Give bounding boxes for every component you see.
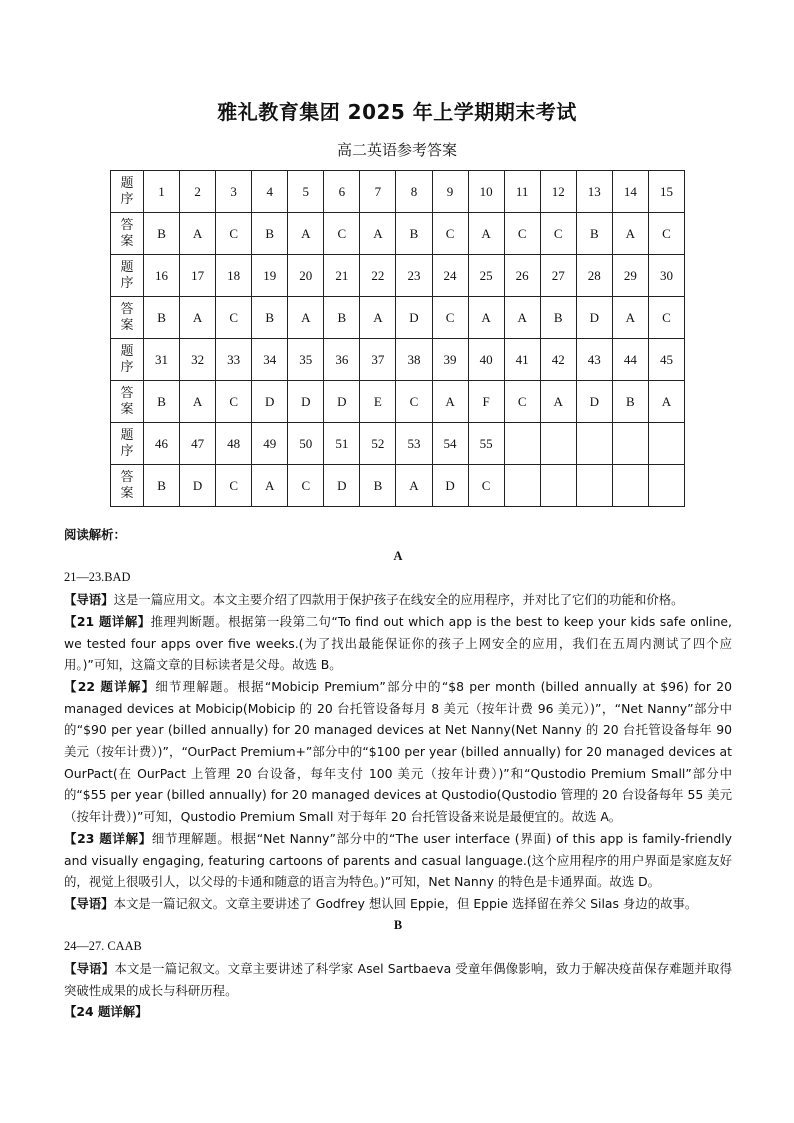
question-number-cell: 20 (288, 255, 324, 297)
page-title: 雅礼教育集团 2025 年上学期期末考试 (217, 100, 577, 124)
section-b-answers: 24—27. CAAB (64, 939, 142, 954)
question-row-label: 题 序 (111, 255, 144, 297)
question-number-row (111, 171, 685, 213)
question-number-cell: 29 (612, 255, 648, 297)
question-number-cell: 40 (468, 339, 504, 381)
answer-letter-cell: A (468, 297, 504, 339)
answer-letter-cell: D (432, 465, 468, 507)
question-number-cell: 37 (360, 339, 396, 381)
question-number-cell: 27 (540, 255, 576, 297)
question-number-cell: 28 (576, 255, 612, 297)
answer-letter-cell: A (180, 213, 216, 255)
question-number-cell: 41 (504, 339, 540, 381)
answer-letter-cell: C (504, 213, 540, 255)
question-number-cell: 7 (360, 171, 396, 213)
answer-letter-cell: C (324, 213, 360, 255)
q23-tag: 【23 题详解】 (64, 830, 152, 846)
question-number-cell: 53 (396, 423, 432, 465)
question-number-cell: 2 (180, 171, 216, 213)
answer-letter-cell: B (144, 465, 180, 507)
question-number-cell: 32 (180, 339, 216, 381)
q22-text: 细节理解题。根据“Mobicip Premium”部分中的“$8 per month (billed annually at $96) for 20 managed devices at Mobicip(Mobicip 的 20 台托管设备每月 8 美元（按年计费 96 美元）)”，“Net Nanny”部分中的“$90 per year (billed annually) for 20 managed devices at Net Nanny(Net Nanny 的 20 台托管设备每年 90 美元（按年计费）)”，“OurPact Premium+”部分中的“$100 per year (billed annually) for 20 managed devices at OurPact(在 OurPact 上管理 20 台设备，每年支付 100 美元（按年计费）)”和“Qustodio Premium Small”部分中的“$55 per year (billed annually) for 20 managed devices at Qustodio(Qustodio 管理的 20 台设备每年 55 美元（按年计费）)”可知，Qustodio Premium Small 对于每年 20 台托管设备来说是最便宜的。故选 A。 (64, 678, 732, 825)
question-number-cell: 47 (180, 423, 216, 465)
question-number-cell: 11 (504, 171, 540, 213)
answer-letter-cell: A (288, 297, 324, 339)
question-number-cell: 26 (504, 255, 540, 297)
answer-letter-cell: C (540, 213, 576, 255)
guide-tag: 【导语】 (64, 592, 114, 608)
answer-row-label: 答 案 (111, 297, 144, 339)
question-number-cell: 36 (324, 339, 360, 381)
q24-explanation (64, 1001, 732, 1023)
question-number-cell: 35 (288, 339, 324, 381)
answer-letter-cell (648, 465, 684, 507)
answer-letter-cell: B (144, 381, 180, 423)
answer-letter-cell: C (648, 297, 684, 339)
answer-letter-cell: F (468, 381, 504, 423)
question-number-cell: 44 (612, 339, 648, 381)
guide-text: 本文是一篇记叙文。文章主要讲述了科学家 Asel Sartbaeva 受童年偶像影响，致力于解决疫苗保存难题并取得突破性成果的成长与科研历程。 (64, 961, 733, 998)
question-number-cell: 16 (144, 255, 180, 297)
question-number-cell: 30 (648, 255, 684, 297)
question-number-cell: 24 (432, 255, 468, 297)
question-number-cell: 46 (144, 423, 180, 465)
question-number-cell: 54 (432, 423, 468, 465)
answer-letter-cell: A (432, 381, 468, 423)
section-a-label: A (393, 548, 403, 563)
answer-letter-cell: B (324, 297, 360, 339)
answer-letter-cell: D (576, 381, 612, 423)
answer-row-label: 答 案 (111, 213, 144, 255)
reading-analysis (64, 524, 732, 1023)
question-number-cell: 38 (396, 339, 432, 381)
guide-tag: 【导语】 (64, 961, 115, 977)
answer-letter-cell: B (540, 297, 576, 339)
question-number-row (111, 255, 685, 297)
answer-letter-cell: B (576, 213, 612, 255)
answer-letter-cell: D (288, 381, 324, 423)
guide-tag: 【导语】 (64, 895, 114, 911)
q24-tag: 【24 题详解】 (64, 1004, 148, 1020)
question-number-cell: 48 (216, 423, 252, 465)
answer-letter-cell: B (396, 213, 432, 255)
question-number-cell: 19 (252, 255, 288, 297)
answer-letter-cell: D (396, 297, 432, 339)
answer-letter-cell: C (396, 381, 432, 423)
question-number-cell: 21 (324, 255, 360, 297)
answer-row (111, 297, 685, 339)
question-number-cell: 52 (360, 423, 396, 465)
answer-letter-cell: A (504, 297, 540, 339)
answer-table (110, 170, 685, 507)
answer-letter-cell: D (324, 465, 360, 507)
answer-letter-cell: A (288, 213, 324, 255)
question-number-cell: 33 (216, 339, 252, 381)
page-subtitle: 高二英语参考答案 (336, 141, 457, 159)
analysis-heading: 阅读解析： (64, 527, 126, 542)
question-number-cell (504, 423, 540, 465)
answer-letter-cell: A (252, 465, 288, 507)
answer-row-label: 答 案 (111, 465, 144, 507)
question-number-cell: 12 (540, 171, 576, 213)
question-number-cell: 45 (648, 339, 684, 381)
question-number-cell: 31 (144, 339, 180, 381)
answer-row (111, 213, 685, 255)
question-number-cell: 22 (360, 255, 396, 297)
section-b-guide (64, 958, 732, 1001)
question-number-cell: 4 (252, 171, 288, 213)
answer-letter-cell: C (468, 465, 504, 507)
section-a-guide-2 (64, 893, 732, 915)
answer-letter-cell: A (360, 297, 396, 339)
question-number-cell (540, 423, 576, 465)
answer-letter-cell: A (648, 381, 684, 423)
question-number-cell: 51 (324, 423, 360, 465)
answer-letter-cell: C (432, 213, 468, 255)
answer-letter-cell: C (216, 381, 252, 423)
q21-text: 推理判断题。根据第一段第二句“To find out which app is the best to keep your kids safe online, we tested four apps over five weeks.(为了找出最能保证你的孩子上网安全的应用，我们在五周内测试了四个应用。)”可知，这篇文章的目标读者是父母。故选 B。 (64, 613, 732, 673)
q23-explanation (64, 828, 732, 893)
question-number-cell: 39 (432, 339, 468, 381)
question-number-cell: 42 (540, 339, 576, 381)
answer-letter-cell: B (252, 297, 288, 339)
q22-tag: 【22 题详解】 (64, 678, 156, 694)
question-number-cell: 10 (468, 171, 504, 213)
answer-row-label: 答 案 (111, 381, 144, 423)
guide-text: 这是一篇应用文。本文主要介绍了四款用于保护孩子在线安全的应用程序，并对比了它们的功能和价格。 (113, 592, 684, 608)
question-number-cell: 8 (396, 171, 432, 213)
answer-letter-cell: B (252, 213, 288, 255)
question-number-cell: 17 (180, 255, 216, 297)
answer-letter-cell: C (288, 465, 324, 507)
guide-text: 本文是一篇记叙文。文章主要讲述了 Godfrey 想认回 Eppie，但 Eppie 选择留在养父 Silas 身边的故事。 (113, 895, 698, 911)
q21-tag: 【21 题详解】 (64, 613, 151, 629)
answer-letter-cell: A (612, 213, 648, 255)
answer-letter-cell: D (180, 465, 216, 507)
answer-letter-cell (540, 465, 576, 507)
answer-letter-cell: C (504, 381, 540, 423)
question-number-cell: 5 (288, 171, 324, 213)
answer-letter-cell: B (612, 381, 648, 423)
question-row-label: 题 序 (111, 423, 144, 465)
answer-letter-cell: C (432, 297, 468, 339)
section-b-label: B (393, 917, 403, 932)
answer-letter-cell (504, 465, 540, 507)
question-number-cell: 15 (648, 171, 684, 213)
answer-letter-cell: D (252, 381, 288, 423)
answer-letter-cell (576, 465, 612, 507)
answer-letter-cell: B (144, 213, 180, 255)
answer-letter-cell: A (396, 465, 432, 507)
answer-letter-cell (612, 465, 648, 507)
question-number-cell: 18 (216, 255, 252, 297)
q23-text: 细节理解题。根据“Net Nanny”部分中的“The user interface (界面) of this app is family-friendly and visually engaging, featuring cartoons of parents and casual language.(这个应用程序的用户界面是家庭友好的，视觉上很吸引人，以父母的卡通和随意的语言为特色。)”可知，Net Nanny 的特色是卡通界面。故选 D。 (64, 830, 732, 890)
question-row-label: 题 序 (111, 339, 144, 381)
answer-letter-cell: B (360, 465, 396, 507)
answer-letter-cell: A (360, 213, 396, 255)
q21-explanation (64, 611, 732, 676)
question-number-cell: 23 (396, 255, 432, 297)
question-number-cell (576, 423, 612, 465)
q22-explanation (64, 676, 732, 828)
question-number-cell: 43 (576, 339, 612, 381)
answer-row (111, 465, 685, 507)
question-number-cell: 1 (144, 171, 180, 213)
answer-letter-cell: A (612, 297, 648, 339)
question-number-cell: 13 (576, 171, 612, 213)
answer-letter-cell: A (180, 297, 216, 339)
section-a-guide (64, 589, 732, 611)
question-number-row (111, 423, 685, 465)
question-number-cell: 55 (468, 423, 504, 465)
question-row-label: 题 序 (111, 171, 144, 213)
question-number-cell (612, 423, 648, 465)
answer-letter-cell: C (648, 213, 684, 255)
answer-row (111, 381, 685, 423)
answer-letter-cell: E (360, 381, 396, 423)
question-number-cell: 14 (612, 171, 648, 213)
question-number-cell: 50 (288, 423, 324, 465)
question-number-cell (648, 423, 684, 465)
question-number-row (111, 339, 685, 381)
question-number-cell: 49 (252, 423, 288, 465)
answer-letter-cell: A (540, 381, 576, 423)
section-a-answers: 21—23.BAD (64, 570, 131, 585)
question-number-cell: 6 (324, 171, 360, 213)
question-number-cell: 25 (468, 255, 504, 297)
answer-letter-cell: B (144, 297, 180, 339)
question-number-cell: 3 (216, 171, 252, 213)
answer-letter-cell: C (216, 465, 252, 507)
answer-letter-cell: A (468, 213, 504, 255)
answer-letter-cell: A (180, 381, 216, 423)
question-number-cell: 34 (252, 339, 288, 381)
answer-letter-cell: D (324, 381, 360, 423)
answer-letter-cell: D (576, 297, 612, 339)
answer-letter-cell: C (216, 213, 252, 255)
question-number-cell: 9 (432, 171, 468, 213)
answer-letter-cell: C (216, 297, 252, 339)
